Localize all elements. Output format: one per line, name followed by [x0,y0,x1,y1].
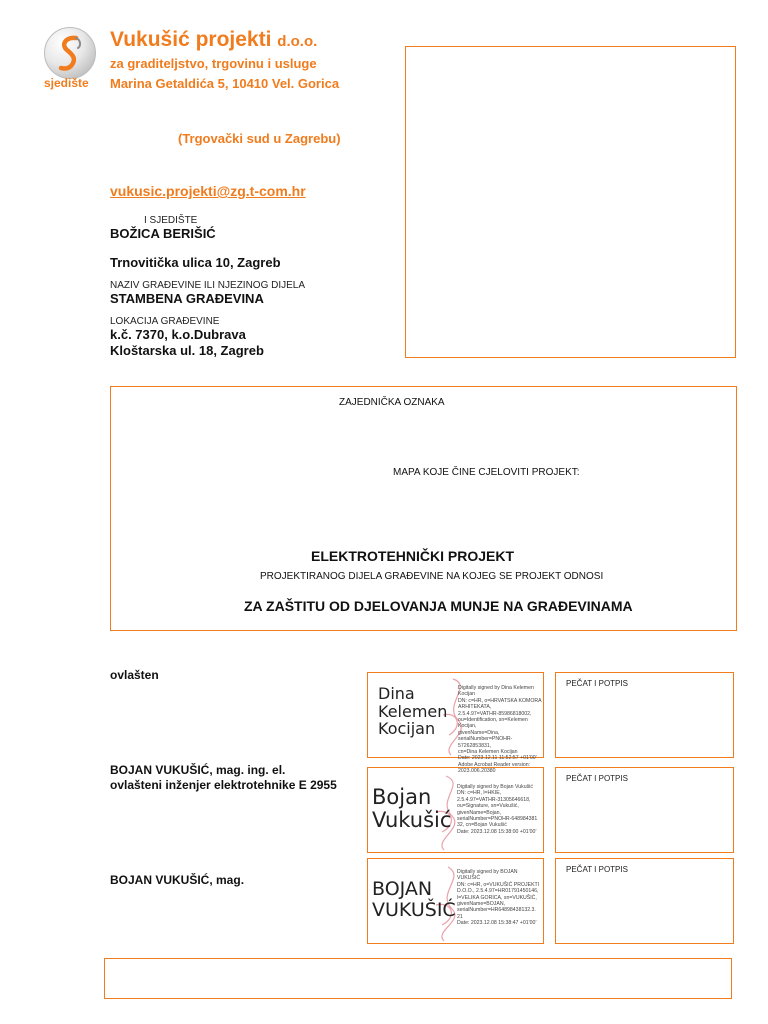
signature-name-3-line2: VUKUŠIĆ [372,898,456,921]
signature-name-3-line1: BOJAN [372,878,433,900]
project-box [110,386,737,631]
signature-name-1-line3: Kocijan [378,719,436,739]
signature-name-2 [372,786,451,832]
signature-meta-3: Digitally signed by BOJAN VUKUŠIĆ DN: c=HR, o=VUKUŠIĆ PROJEKTI D.O.O., 2.5.4.97=HR01791450146, l=VELIKA GORICA, sn=VUKUŠIĆ, givenName=BOJAN, serialNumber=HR64898438132.3. 21 Date: 2023.12.08 15:38:47 +01'00' [457,869,540,927]
signer-2-title: ovlašteni inženjer elektrotehnike E 2955 [110,778,337,792]
signature-name-3 [372,879,456,921]
stamp-label-3: PEČAT I POTPIS [566,865,628,874]
building-name: STAMBENA GRAĐEVINA [110,291,264,306]
stamp-box-3 [555,858,734,944]
common-mark-label: ZAJEDNIČKA OZNAKA [339,397,445,408]
project-purpose: ZA ZAŠTITU OD DJELOVANJA MUNJE NA GRAĐEVINAMA [244,598,633,614]
location-parcel: k.č. 7370, k.o.Dubrava [110,327,246,342]
footer-box [104,958,732,999]
signature-name-2-line1: Bojan [372,785,432,809]
logo-swirl-icon [45,28,95,78]
building-label: NAZIV GRAĐEVINE ILI NJEZINOG DIJELA [110,280,306,291]
stamp-box-2 [555,767,734,853]
signature-name-1-line2: Kelemen [378,701,448,721]
project-title: ELEKTROTEHNIČKI PROJEKT [311,548,515,564]
stamp-box-1 [555,672,734,758]
signature-box-2[interactable] [367,767,544,853]
project-subtitle: PROJEKTIRANOG DIJELA GRAĐEVINE NA KOJEG SE PROJEKT ODNOSI [260,571,604,582]
company-logo [44,27,96,79]
signature-box-1[interactable] [367,672,544,775]
investor-label: I SJEDIŠTE [144,215,198,226]
signature-name-2-line2: Vukušić [372,808,452,833]
investor-address: Trnovitička ulica 10, Zagreb [110,255,281,270]
court-registration: (Trgovački sud u Zagrebu) [178,131,341,146]
signer-1-role: ovlašten [110,668,159,682]
company-name-text: Vukušić projekti [110,28,272,51]
location-label: LOKACIJA GRAĐEVINE [110,316,220,327]
company-address: Marina Getaldića 5, 10410 Vel. Gorica [110,76,340,91]
signer-2-name: BOJAN VUKUŠIĆ, mag. ing. el. [110,763,286,777]
company-suffix: d.o.o. [277,33,318,50]
investor-name: BOŽICA BERIŠIĆ [110,226,216,241]
signer-3-name: BOJAN VUKUŠIĆ, mag. [110,873,245,887]
stamp-box-top [405,46,736,358]
signature-name-1 [378,685,447,738]
company-name [110,28,317,52]
company-email-link[interactable]: vukusic.projekti@zg.t-com.hr [110,183,306,199]
folder-label: MAPA KOJE ČINE CJELOVITI PROJEKT: [393,467,580,478]
logo-caption: sjedište [44,76,89,90]
signature-box-3[interactable] [367,858,544,944]
signature-meta-2: Digitally signed by Bojan Vukušić DN: c=HR, l=HKIE, 2.5.4.97=VATHR-31305646618, ou=Signature, sn=Vukušić, givenName=Bojan, serialNumber=PNOHR-648984381 32, cn=Bojan Vukušić Date: 2023.12.08 15:38:00 +01'00' [457,784,538,835]
signature-meta-1: Digitally signed by Dina Kelemen Kocijan DN: c=HR, o=HRVATSKA KOMORA ARHITEKATA, 2.5.4.97=VATHR-85986818002, ou=Identification, sn=Kelemen Kocijan, givenName=Dina, serialNumber=PNOHR-57262853831, cn=Dina Kelemen Kocijan Date: 2023.12.11 11:52:57 +01'00' Adobe Acrobat Reader version: 2023.006.20380 [458,685,542,775]
stamp-label-1: PEČAT I POTPIS [566,679,628,688]
signature-name-1-line1: Dina [378,684,415,703]
location-address: Kloštarska ul. 18, Zagreb [110,343,264,358]
company-tagline: za graditeljstvo, trgovinu i usluge [110,56,317,71]
stamp-label-2: PEČAT I POTPIS [566,774,628,783]
